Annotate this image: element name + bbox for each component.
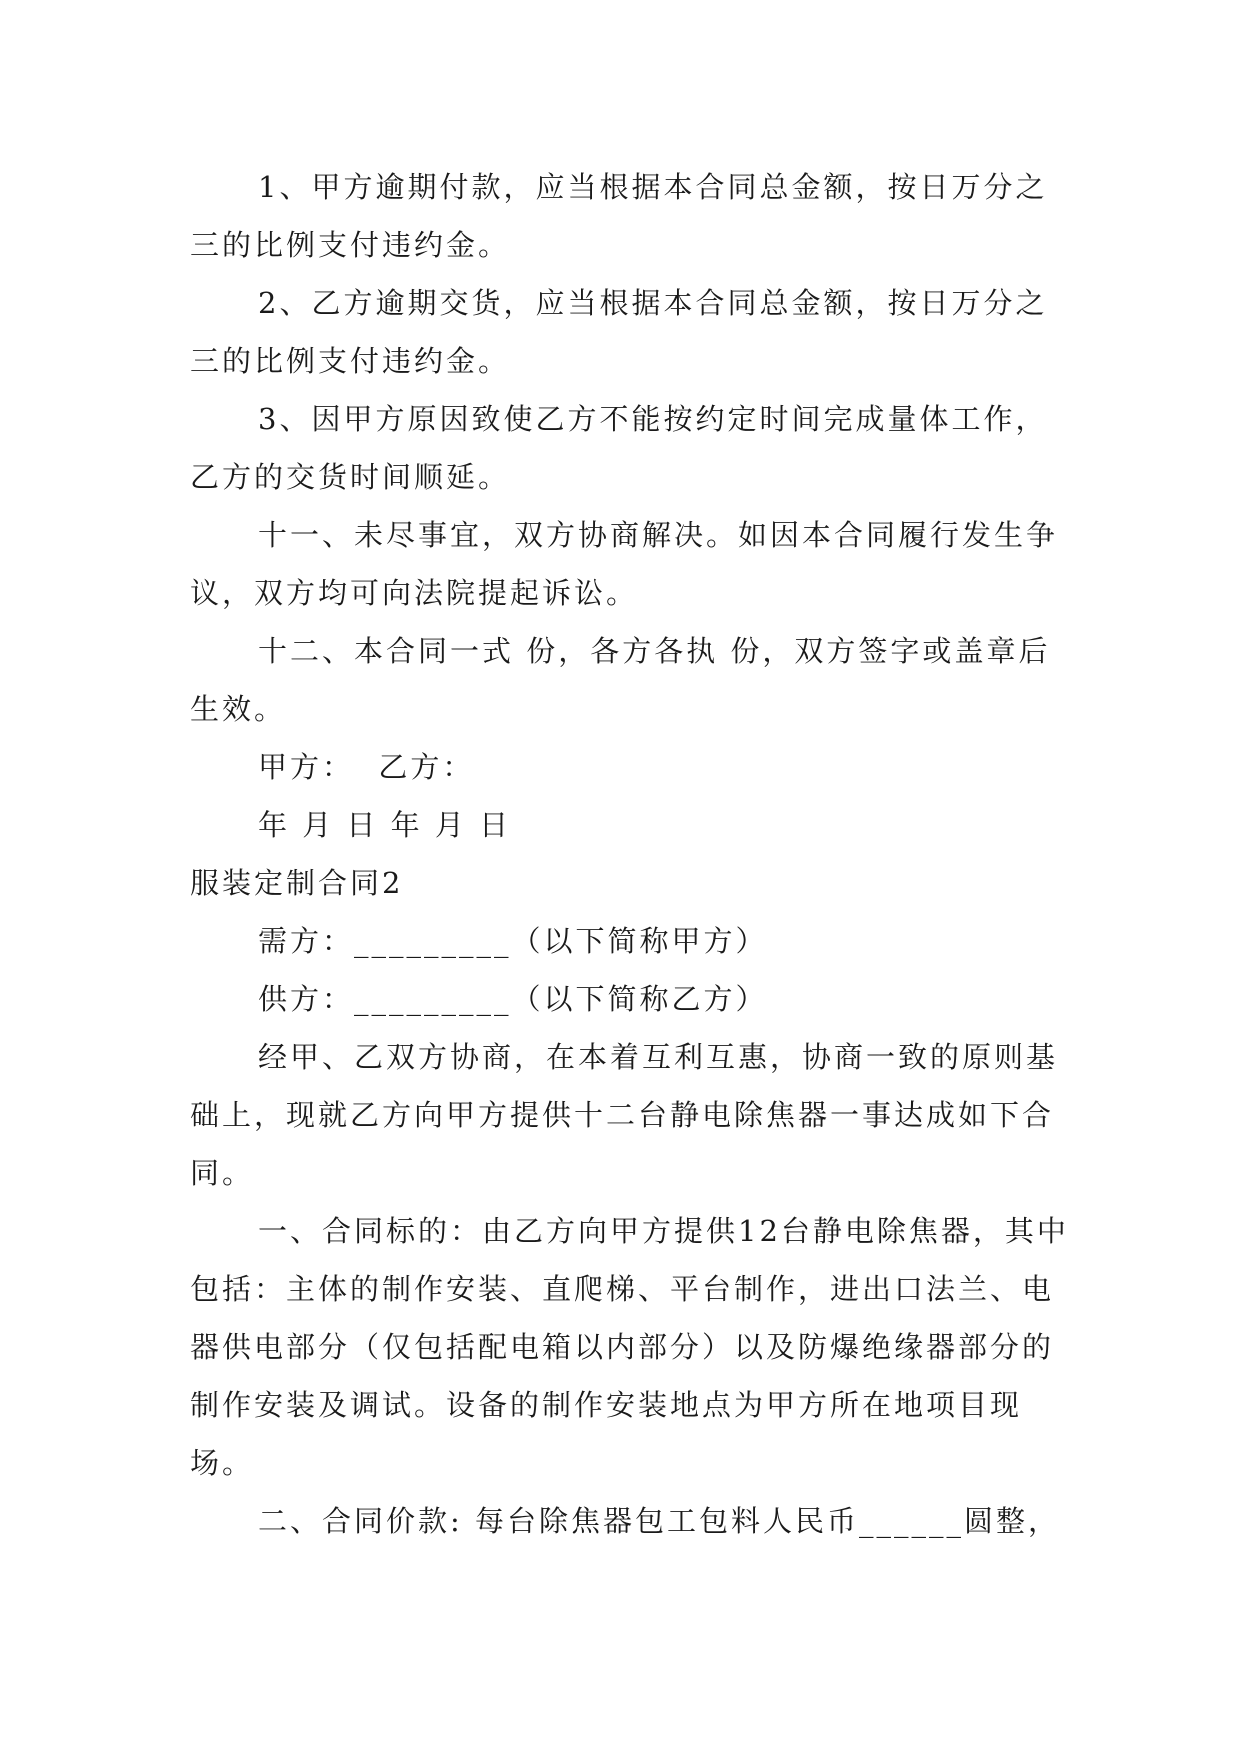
- paragraph-contract-price: 二、合同价款: 每台除焦器包工包料人民币______圆整，: [258, 1504, 1060, 1538]
- party-supplier: 供方：_________（以下简称乙方）: [258, 982, 768, 1016]
- paragraph-penalty-2: 2、乙方逾期交货，应当根据本合同总金额，按日万分之三的比例支付违约金。: [190, 286, 1048, 378]
- paragraph-contract-subject: 一、合同标的：由乙方向甲方提供12台静电除焦器，其中包括：主体的制作安装、直爬梯、平台制作，进出口法兰、电器供电部分（仅包括配电箱以内部分）以及防爆绝缘器部分的制作安装及调试。设备的制作安装地点为甲方所在地项目现场。: [190, 1214, 1069, 1480]
- signature-dates: 年 月 日 年 月 日: [258, 808, 512, 842]
- party-buyer: 需方：_________（以下简称甲方）: [258, 924, 768, 958]
- paragraph-preamble: 经甲、乙双方协商，在本着互利互惠，协商一致的原则基础上，现就乙方向甲方提供十二台静电除焦器一事达成如下合同。: [190, 1040, 1059, 1190]
- section-title: 服装定制合同2: [190, 866, 404, 900]
- document-body: [190, 158, 1070, 1550]
- paragraph-clause-12: 十二、本合同一式 份，各方各执 份，双方签字或盖章后生效。: [190, 634, 1051, 726]
- paragraph-penalty-3: 3、因甲方原因致使乙方不能按约定时间完成量体工作，乙方的交货时间顺延。: [190, 402, 1048, 494]
- paragraph-clause-11: 十一、未尽事宜，双方协商解决。如因本合同履行发生争议，双方均可向法院提起诉讼。: [190, 518, 1059, 610]
- paragraph-penalty-1: 1、甲方逾期付款，应当根据本合同总金额，按日万分之三的比例支付违约金。: [190, 170, 1048, 262]
- signature-parties: 甲方： 乙方：: [258, 750, 475, 784]
